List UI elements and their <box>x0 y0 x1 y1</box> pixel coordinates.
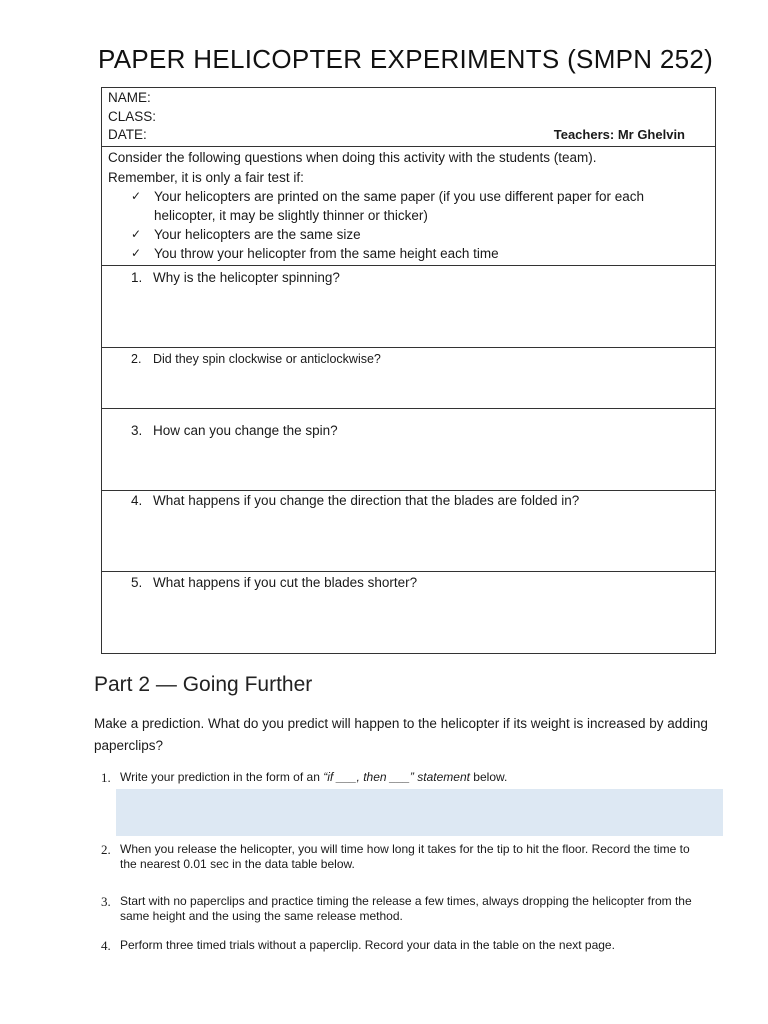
step-text-end: below. <box>469 770 508 784</box>
procedure-step-3 <box>101 894 701 924</box>
checkmark-icon: ✓ <box>131 189 142 203</box>
question-text: What happens if you change the direction that the blades are folded in? <box>153 493 580 508</box>
part2-heading: Part 2 — Going Further <box>94 673 313 696</box>
question-number: 4. <box>131 493 143 508</box>
class-label: CLASS: <box>108 108 157 124</box>
procedure-step-1 <box>101 770 701 785</box>
consider-line-2: Remember, it is only a fair test if: <box>108 169 304 185</box>
step-number: 4. <box>101 938 111 953</box>
question-number: 3. <box>131 423 143 438</box>
step-number: 1. <box>101 770 111 785</box>
teachers-label: Teachers: Mr Ghelvin <box>553 127 685 142</box>
procedure-step-4 <box>101 938 701 953</box>
step-text: Write your prediction in the form of an <box>120 770 324 784</box>
prediction-answer-box[interactable] <box>116 789 723 836</box>
step-number: 3. <box>101 894 111 909</box>
question-text: Did they spin clockwise or anticlockwise? <box>153 352 381 366</box>
question-row-4[interactable] <box>102 491 715 572</box>
checklist-item-text: You throw your helicopter from the same height each time <box>154 246 499 261</box>
question-text: How can you change the spin? <box>153 423 338 438</box>
checklist-item-text: Your helicopters are the same size <box>154 227 361 242</box>
question-text: Why is the helicopter spinning? <box>153 270 340 285</box>
question-number: 5. <box>131 575 143 590</box>
fair-test-checklist <box>108 187 709 263</box>
procedure-step-2 <box>101 842 701 872</box>
checkmark-icon: ✓ <box>131 246 142 260</box>
consider-line-1: Consider the following questions when doing this activity with the students (team). <box>108 150 597 165</box>
step-emphasis: “if ___, then ___” statement <box>323 770 470 784</box>
step-text: Start with no paperclips and practice timing the release a few times, always dropping the helicopter from the same height and the using the same release method. <box>120 894 692 923</box>
fair-test-instructions <box>102 147 715 266</box>
checklist-item <box>131 225 709 244</box>
question-row-5[interactable] <box>102 572 715 653</box>
student-info-row <box>102 88 715 147</box>
page-title: PAPER HELICOPTER EXPERIMENTS (SMPN 252) <box>98 44 714 74</box>
step-text: Perform three timed trials without a paperclip. Record your data in the table on the next page. <box>120 938 615 952</box>
question-row-2[interactable] <box>102 348 715 409</box>
date-label: DATE: <box>108 127 147 142</box>
question-number: 2. <box>131 352 142 366</box>
question-row-3[interactable] <box>102 409 715 491</box>
question-number: 1. <box>131 270 143 285</box>
prediction-prompt: Make a prediction. What do you predict will happen to the helicopter if its weight is increased by adding paperclips? <box>94 716 708 753</box>
step-number: 2. <box>101 842 111 857</box>
name-label: NAME: <box>108 90 151 105</box>
checklist-item <box>131 244 709 263</box>
question-row-1[interactable] <box>102 266 715 348</box>
checkmark-icon: ✓ <box>131 227 142 241</box>
worksheet-table <box>101 87 716 654</box>
step-text: When you release the helicopter, you will time how long it takes for the tip to hit the floor. Record the time to the nearest 0.01 sec in the data table below. <box>120 842 690 871</box>
checklist-item <box>131 187 709 225</box>
checklist-item-text: Your helicopters are printed on the same paper (if you use different paper for each helicopter, it may be slightly thinner or thicker) <box>154 189 645 223</box>
question-text: What happens if you cut the blades shorter? <box>153 575 418 590</box>
